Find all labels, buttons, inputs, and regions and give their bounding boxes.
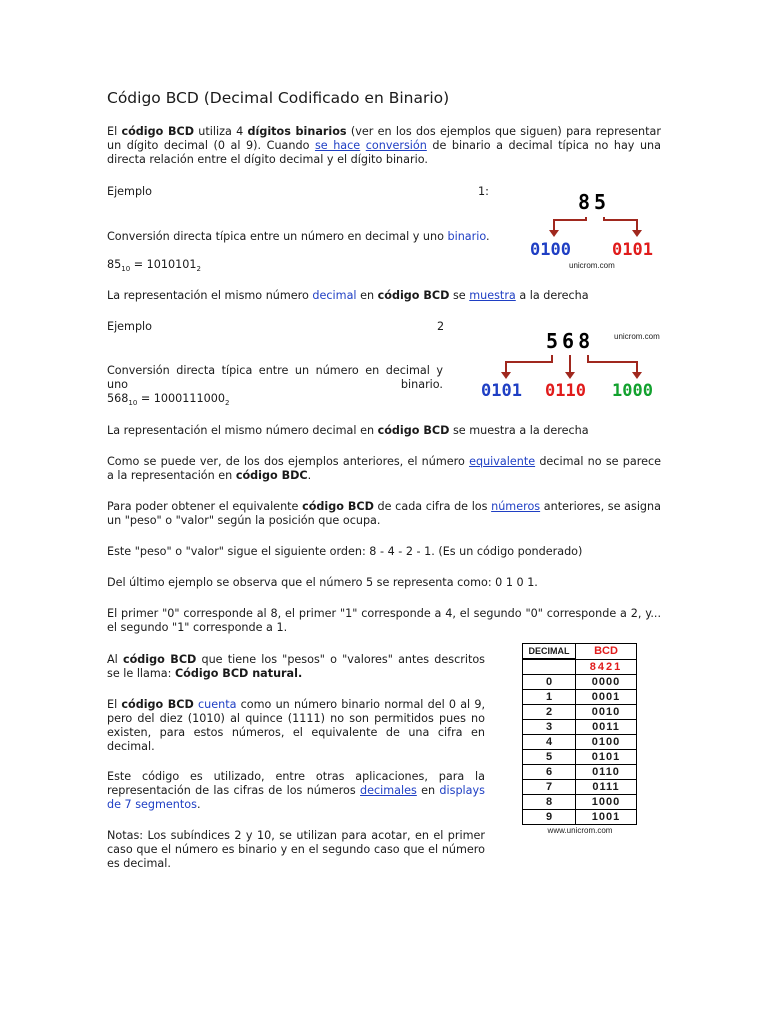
figure-credit: unicrom.com (569, 261, 615, 270)
bcd-cell: 1001 (576, 810, 637, 825)
example-1-equation: $85_{10} = 1010101_2$ (107, 258, 201, 274)
example-1-label: Ejemplo (107, 185, 153, 198)
bcd-table (522, 643, 637, 825)
table-header-row (523, 644, 637, 660)
decimal-cell: 0 (523, 675, 576, 690)
bcd-cell: 0011 (576, 720, 637, 735)
decimal-cell: 5 (523, 750, 576, 765)
link-binario[interactable]: binario (447, 230, 487, 243)
bcd-cell: 0110 (576, 765, 637, 780)
table-credit: www.unicrom.com (547, 826, 613, 835)
table-row (523, 780, 637, 795)
decimal-cell: 9 (523, 810, 576, 825)
paragraph-notas: Notas: Los subíndices 2 y 10, se utilizan para acotar, en el primer caso que el número es binario y en el segundo caso que el número es decimal. (107, 829, 485, 870)
link-decimales[interactable]: decimales (360, 784, 417, 797)
table-row (523, 765, 637, 780)
figure-bcd-right: 0101 (612, 240, 653, 260)
table-row (523, 675, 637, 690)
intro-paragraph: El código BCD utiliza 4 dígitos binarios (ver en los dos ejemplos que siguen) para representar un dígito decimal (0 al 9). Cuando se hace conversión de binario a decimal típica no hay una directa relación entre el dígito decimal y el dígito binario. (107, 125, 661, 166)
example-1-text: Conversión directa típica entre un número en decimal y uno binario. (107, 230, 490, 243)
header-bcd: BCD (576, 644, 637, 660)
figure-digits: 568 (546, 329, 595, 353)
decimal-cell: 7 (523, 780, 576, 795)
table-weights-row (523, 659, 637, 675)
example-1-number: 1: (478, 185, 489, 198)
decimal-cell: 8 (523, 795, 576, 810)
bcd-cell: 0101 (576, 750, 637, 765)
decimal-cell: 2 (523, 705, 576, 720)
figure-bcd-b: 0110 (545, 381, 586, 401)
decimal-cell: 6 (523, 765, 576, 780)
paragraph-primer-cero: El primer "0" corresponde al 8, el primer "1" corresponde a 4, el segundo "0" corresponde a 2, y... el segundo "1" corresponde a 1. (107, 607, 661, 634)
table-row (523, 720, 637, 735)
link-se-hace[interactable]: se hace (314, 139, 361, 152)
link-muestra[interactable]: muestra (469, 289, 516, 302)
figure-digits: 85 (578, 190, 611, 214)
bcd-figure-568 (476, 325, 666, 405)
table-row (523, 750, 637, 765)
bcd-cell: 0100 (576, 735, 637, 750)
figure-bcd-c: 1000 (612, 381, 653, 401)
bcd-cell: 0001 (576, 690, 637, 705)
figure-credit: unicrom.com (614, 332, 660, 341)
bcd-cell: 0000 (576, 675, 637, 690)
example-2-number: 2 (437, 320, 445, 333)
link-conversion[interactable]: conversión (365, 139, 427, 152)
figure-arrows (476, 325, 666, 385)
bcd-cell: 1000 (576, 795, 637, 810)
bcd-cell: 0010 (576, 705, 637, 720)
example-2-equation: $568_{10} = 1000111000_2$ (107, 392, 230, 408)
link-cuenta[interactable]: cuenta (198, 698, 237, 711)
paragraph-orden: Este "peso" o "valor" sigue el siguiente orden: 8 - 4 - 2 - 1. (Es un código ponderado) (107, 545, 583, 558)
link-decimal[interactable]: decimal (312, 289, 357, 302)
bcd-figure-85 (524, 190, 669, 272)
table-row (523, 810, 637, 825)
paragraph-cuenta: El código BCD cuenta como un número binario normal del 0 al 9, pero del diez (1010) al quince (1111) no son permitidos pues no existen, para estos números, el equivalente de una cifra en decimal. (107, 698, 486, 753)
page-title: Código BCD (Decimal Codificado en Binario) (107, 89, 450, 107)
paragraph-bcd-natural: Al código BCD que tiene los "pesos" o "valores" antes descritos se le llama: Código BCD natural. (107, 653, 486, 680)
link-equivalente[interactable]: equivalente (469, 455, 536, 468)
paragraph-ultimo-ejemplo: Del último ejemplo se observa que el número 5 se representa como: 0 1 0 1. (107, 576, 538, 589)
decimal-cell: 1 (523, 690, 576, 705)
bcd-cell: 0111 (576, 780, 637, 795)
table-row (523, 690, 637, 705)
paragraph-equivalente: Como se puede ver, de los dos ejemplos anteriores, el número equivalente decimal no se parece a la representación en código BDC. (107, 455, 661, 482)
decimal-cell: 3 (523, 720, 576, 735)
bcd-weights: 8421 (576, 659, 637, 675)
link-numeros[interactable]: números (491, 500, 541, 513)
header-decimal: DECIMAL (523, 644, 576, 660)
example-2-label: Ejemplo (107, 320, 153, 333)
decimal-cell: 4 (523, 735, 576, 750)
example-2-text: Conversión directa típica entre un número en decimal y uno binario. (107, 364, 443, 391)
example-1-representation: La representación el mismo número decimal en código BCD se muestra a la derecha (107, 289, 589, 302)
table-row (523, 705, 637, 720)
link-displays[interactable]: displays de 7 segmentos (107, 784, 485, 811)
figure-bcd-left: 0100 (530, 240, 571, 260)
table-row (523, 735, 637, 750)
bcd-table-figure (522, 643, 638, 835)
table-row (523, 795, 637, 810)
figure-bcd-a: 0101 (481, 381, 522, 401)
paragraph-uso: Este código es utilizado, entre otras aplicaciones, para la representación de las cifras de los números decimales en displays de 7 segmentos. (107, 770, 485, 811)
paragraph-peso: Para poder obtener el equivalente código BCD de cada cifra de los números anteriores, se asigna un "peso" o "valor" según la posición que ocupa. (107, 500, 661, 527)
example-2-representation: La representación el mismo número decimal en código BCD se muestra a la derecha (107, 424, 589, 437)
